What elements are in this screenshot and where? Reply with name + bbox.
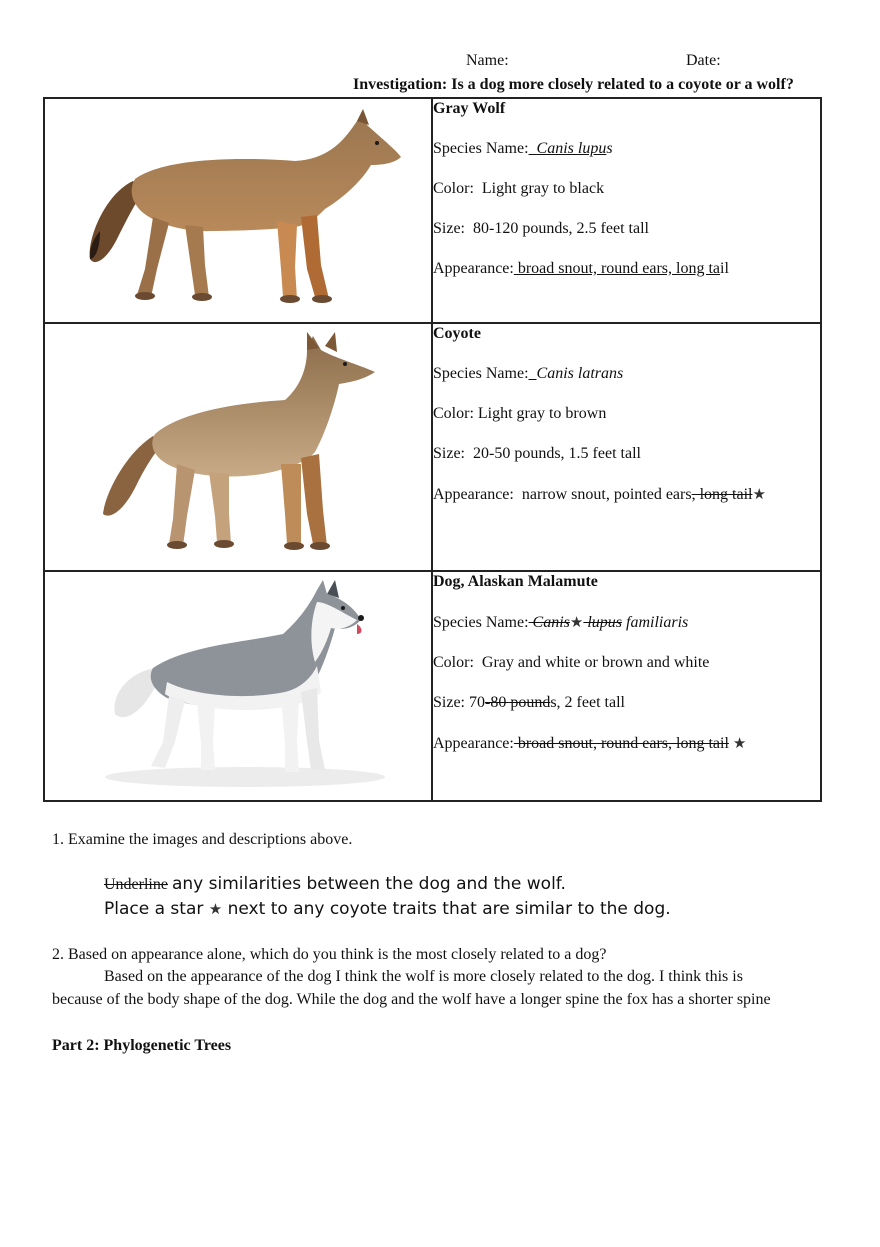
star-icon: ★ [569,613,584,631]
coyote-species-line: Species Name: Canis latrans [433,365,624,382]
table-row-wolf [44,98,821,323]
question-1-prompt: 1. Examine the images and descriptions above. [52,831,353,848]
coyote-illustration [45,324,431,572]
part-2-heading: Part 2: Phylogenetic Trees [52,1037,232,1054]
dog-color-line: Color: Gray and white or brown and white [433,654,710,671]
coyote-heading: Coyote [433,325,481,342]
wolf-appearance-line: Appearance: broad snout, round ears, long tail [433,260,729,277]
coyote-size-line: Size: 20-50 pounds, 1.5 feet tall [433,445,641,462]
table-row-dog [44,571,821,801]
wolf-info-cell [432,98,821,323]
table-row-coyote [44,323,821,571]
name-label: Name: [466,52,509,69]
alaskan-malamute-illustration [45,572,431,802]
question-2-prompt: 2. Based on appearance alone, which do you think is the most closely related to a dog? [52,946,607,963]
wolf-species-line: Species Name: Canis lupus [433,140,613,157]
dog-size-line: Size: 70-80 pounds, 2 feet tall [433,694,625,711]
question-2-answer-line-1: Based on the appearance of the dog I think the wolf is more closely related to the dog. I think this is [104,968,743,985]
star-icon: ★ [752,485,766,503]
wolf-image-cell [44,98,432,323]
question-1-instruction-1: Underline any similarities between the dog and the wolf. [104,874,566,894]
question-1-instruction-2: Place a star ★ next to any coyote traits that are similar to the dog. [104,899,671,919]
question-2-answer-line-2: because of the body shape of the dog. While the dog and the wolf have a longer spine the fox has a shorter spine [52,991,771,1008]
dog-image-cell [44,571,432,801]
page-title: Investigation: Is a dog more closely related to a coyote or a wolf? [353,76,794,93]
gray-wolf-illustration [45,99,431,324]
coyote-image-cell [44,323,432,571]
dog-info-cell [432,571,821,801]
coyote-color-line: Color: Light gray to brown [433,405,607,422]
date-label: Date: [686,52,721,69]
dog-heading: Dog, Alaskan Malamute [433,573,598,590]
wolf-size-line: Size: 80-120 pounds, 2.5 feet tall [433,220,649,237]
comparison-table [43,97,822,802]
dog-species-line: Species Name: Canis★ lupus familiaris [433,613,689,631]
wolf-color-line: Color: Light gray to black [433,180,605,197]
dog-appearance-line: Appearance: broad snout, round ears, long tail ★ [433,734,747,752]
star-icon: ★ [732,734,747,752]
coyote-info-cell [432,323,821,571]
star-icon: ★ [208,900,223,918]
coyote-appearance-line: Appearance: narrow snout, pointed ears, long tail★ [433,485,766,503]
wolf-heading: Gray Wolf [433,100,506,117]
